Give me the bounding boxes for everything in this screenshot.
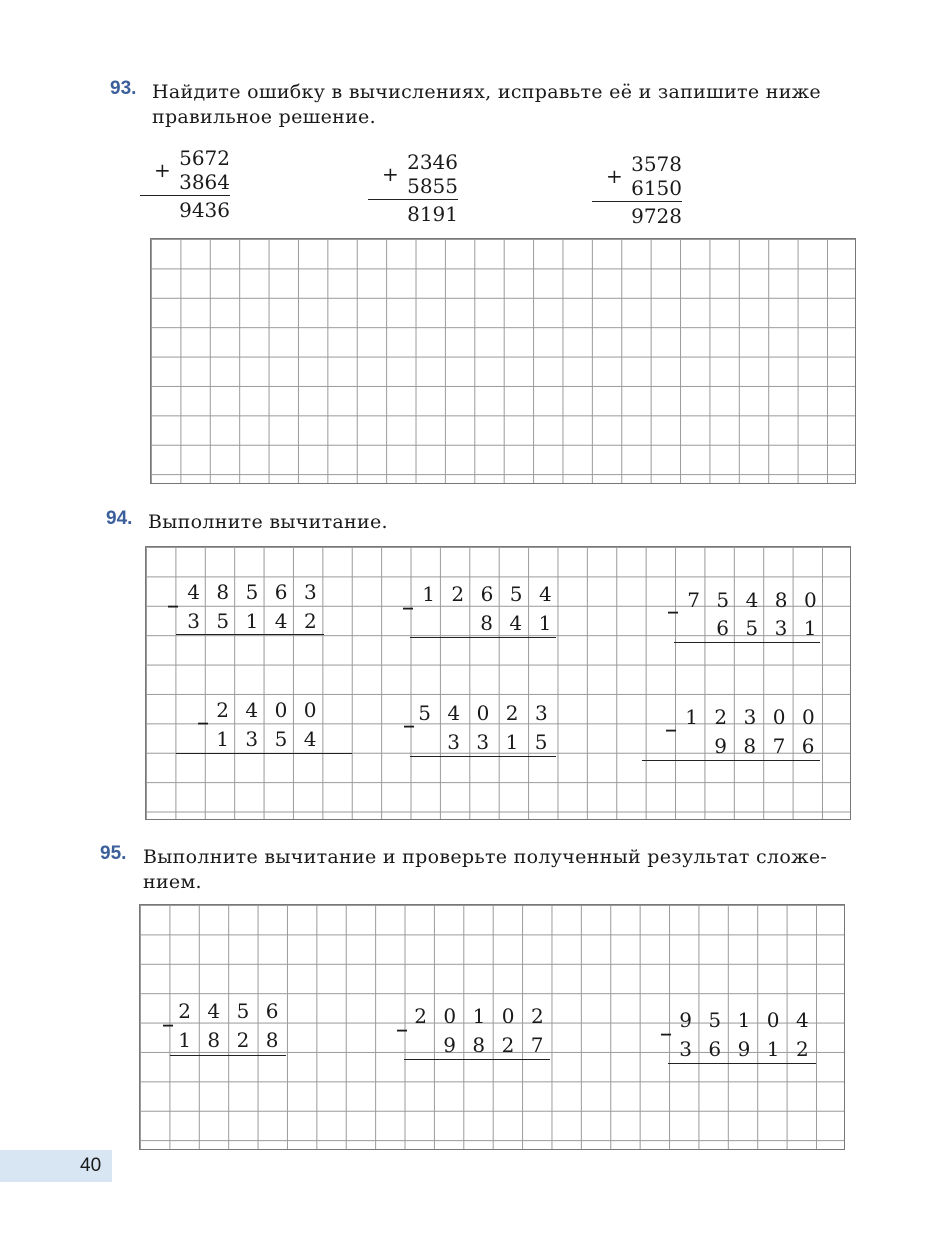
sum-result: 9728: [631, 204, 682, 228]
digit-cell: 6: [716, 616, 729, 640]
digit-cell: 0: [772, 705, 786, 729]
result-line: [176, 634, 324, 635]
digit-cell: 1: [472, 1004, 486, 1028]
digit-cell: 8: [774, 588, 788, 612]
digit-cell: 5: [534, 730, 548, 754]
digit-cell: 4: [187, 580, 200, 604]
digit-cell: 9: [443, 1033, 456, 1057]
digit-cell: 5: [745, 616, 759, 640]
digit-cell: 4: [795, 1008, 809, 1032]
digit-cell: 7: [772, 734, 786, 758]
sum-line: [368, 199, 458, 200]
digit-cell: 4: [207, 999, 221, 1023]
digit-cell: 6: [708, 1037, 722, 1061]
digit-cell: 8: [265, 1028, 279, 1052]
digit-cell: 1: [538, 611, 552, 635]
addend-1: 2346: [407, 150, 458, 174]
digit-cell: 3: [245, 727, 259, 751]
digit-cell: 6: [480, 582, 494, 606]
plus-sign: +: [606, 164, 623, 188]
digit-cell: 1: [245, 609, 259, 633]
digit-cell: 8: [216, 580, 230, 604]
addend-2: 3864: [179, 170, 230, 194]
digit-cell: 2: [303, 609, 317, 633]
result-line: [410, 637, 556, 638]
digit-cell: 0: [476, 701, 490, 725]
subtrahend-95-1: [170, 1026, 287, 1055]
digit-cell: 3: [534, 701, 548, 725]
digit-cell: 5: [418, 701, 431, 725]
plus-sign: +: [382, 162, 399, 186]
subtrahend-94-5: [439, 728, 556, 757]
minus-sign: _: [404, 704, 414, 728]
digit-cell: 8: [472, 1033, 486, 1057]
minus-sign: _: [397, 1008, 407, 1032]
digit-cell: 0: [801, 705, 815, 729]
digit-cell: 2: [216, 698, 229, 722]
digit-cell: 0: [303, 698, 317, 722]
minuend-94-2: [414, 580, 560, 609]
minus-sign: _: [163, 1003, 173, 1027]
digit-cell: 3: [303, 580, 317, 604]
digit-cell: 7: [530, 1033, 544, 1057]
minuend-94-1: [179, 578, 325, 607]
task-95-line-1: Выполните вычитание и проверьте полученный результат сложе-: [143, 846, 828, 868]
digit-cell: 0: [766, 1008, 780, 1032]
addend-1: 3578: [631, 152, 682, 176]
digit-cell: 8: [480, 611, 493, 635]
task-93-line-1: Найдите ошибку в вычислениях, исправьте её и запишите ниже: [152, 81, 821, 103]
digit-cell: 4: [274, 609, 288, 633]
result-line: [176, 753, 352, 754]
digit-cell: 5: [716, 588, 730, 612]
digit-cell: 1: [422, 582, 435, 606]
digit-cell: 4: [303, 727, 317, 751]
addend-1: 5672: [179, 146, 230, 170]
digit-cell: 1: [685, 705, 698, 729]
digit-cell: 2: [501, 1033, 515, 1057]
digit-cell: 5: [216, 609, 230, 633]
minus-sign: _: [198, 701, 208, 725]
addend-2: 6150: [631, 176, 682, 200]
digit-cell: 2: [414, 1004, 427, 1028]
addition-1: [140, 146, 230, 222]
digit-cell: 8: [743, 734, 757, 758]
digit-cell: 5: [274, 727, 288, 751]
digit-cell: 5: [245, 580, 259, 604]
digit-cell: 4: [538, 582, 552, 606]
result-line: [668, 1063, 816, 1064]
digit-cell: 4: [447, 701, 461, 725]
minuend-95-2: [406, 1002, 552, 1031]
digit-cell: 0: [803, 588, 817, 612]
sum-result: 9436: [179, 198, 230, 222]
digit-cell: 1: [766, 1037, 780, 1061]
task-95-line-2: нием.: [143, 871, 202, 893]
digit-cell: 6: [265, 999, 279, 1023]
digit-cell: 1: [505, 730, 519, 754]
digit-cell: 2: [236, 1028, 250, 1052]
digit-cell: 2: [795, 1037, 809, 1061]
digit-cell: 5: [236, 999, 250, 1023]
digit-cell: 0: [501, 1004, 515, 1028]
minus-sign: _: [403, 586, 413, 610]
subtrahend-95-2: [435, 1031, 552, 1060]
minuend-94-4: [208, 696, 325, 725]
minus-sign: _: [661, 1012, 671, 1036]
digit-cell: 2: [714, 705, 728, 729]
digit-cell: 1: [178, 1028, 191, 1052]
digit-cell: 3: [743, 705, 757, 729]
digit-cell: 9: [714, 734, 727, 758]
result-line: [674, 642, 820, 643]
task-94-number: 94.: [106, 508, 133, 529]
digit-cell: 2: [178, 999, 191, 1023]
digit-cell: 3: [447, 730, 460, 754]
task-93-number: 93.: [110, 78, 137, 99]
subtrahend-94-3: [708, 614, 825, 643]
subtrahend-94-2: [472, 609, 560, 638]
sum-line: [140, 195, 230, 196]
task-95-number: 95.: [100, 843, 127, 864]
digit-cell: 7: [687, 588, 700, 612]
addend-2: 5855: [407, 174, 458, 198]
sum-result: 8191: [407, 202, 458, 226]
answer-grid-93[interactable]: [150, 238, 856, 484]
plus-sign: +: [154, 158, 171, 182]
digit-cell: 9: [679, 1008, 692, 1032]
digit-cell: 6: [274, 580, 288, 604]
result-line: [404, 1059, 550, 1060]
digit-cell: 9: [737, 1037, 751, 1061]
minuend-95-3: [671, 1006, 817, 1035]
digit-cell: 1: [803, 616, 817, 640]
addition-2: [368, 150, 458, 226]
result-line: [170, 1055, 286, 1056]
digit-cell: 2: [530, 1004, 544, 1028]
addition-3: [592, 152, 682, 228]
subtrahend-94-1: [179, 607, 325, 636]
minuend-95-1: [170, 997, 287, 1026]
digit-cell: 4: [245, 698, 259, 722]
digit-cell: 8: [207, 1028, 221, 1052]
minus-sign: _: [668, 590, 678, 614]
digit-cell: 0: [274, 698, 288, 722]
digit-cell: 3: [774, 616, 788, 640]
minus-sign: _: [666, 708, 676, 732]
digit-cell: 3: [187, 609, 200, 633]
result-line: [642, 760, 820, 761]
digit-cell: 1: [737, 1008, 751, 1032]
minuend-94-3: [679, 586, 825, 615]
page-number: 40: [80, 1155, 102, 1176]
digit-cell: 6: [801, 734, 815, 758]
digit-cell: 5: [708, 1008, 722, 1032]
sum-line: [592, 201, 682, 202]
digit-cell: 4: [509, 611, 523, 635]
digit-cell: 2: [505, 701, 519, 725]
subtrahend-94-6: [706, 732, 823, 761]
digit-cell: 0: [443, 1004, 457, 1028]
digit-cell: 1: [216, 727, 229, 751]
minuend-94-5: [410, 699, 556, 728]
result-line: [410, 756, 556, 757]
digit-cell: 2: [451, 582, 465, 606]
subtrahend-94-4: [208, 725, 325, 754]
digit-cell: 3: [679, 1037, 692, 1061]
digit-cell: 3: [476, 730, 490, 754]
digit-cell: 5: [509, 582, 523, 606]
task-94-text: Выполните вычитание.: [148, 511, 388, 533]
digit-cell: 4: [745, 588, 759, 612]
minuend-94-6: [677, 703, 823, 732]
task-93-line-2: правильное решение.: [152, 106, 376, 128]
subtrahend-95-3: [671, 1035, 817, 1064]
minus-sign: _: [168, 584, 178, 608]
